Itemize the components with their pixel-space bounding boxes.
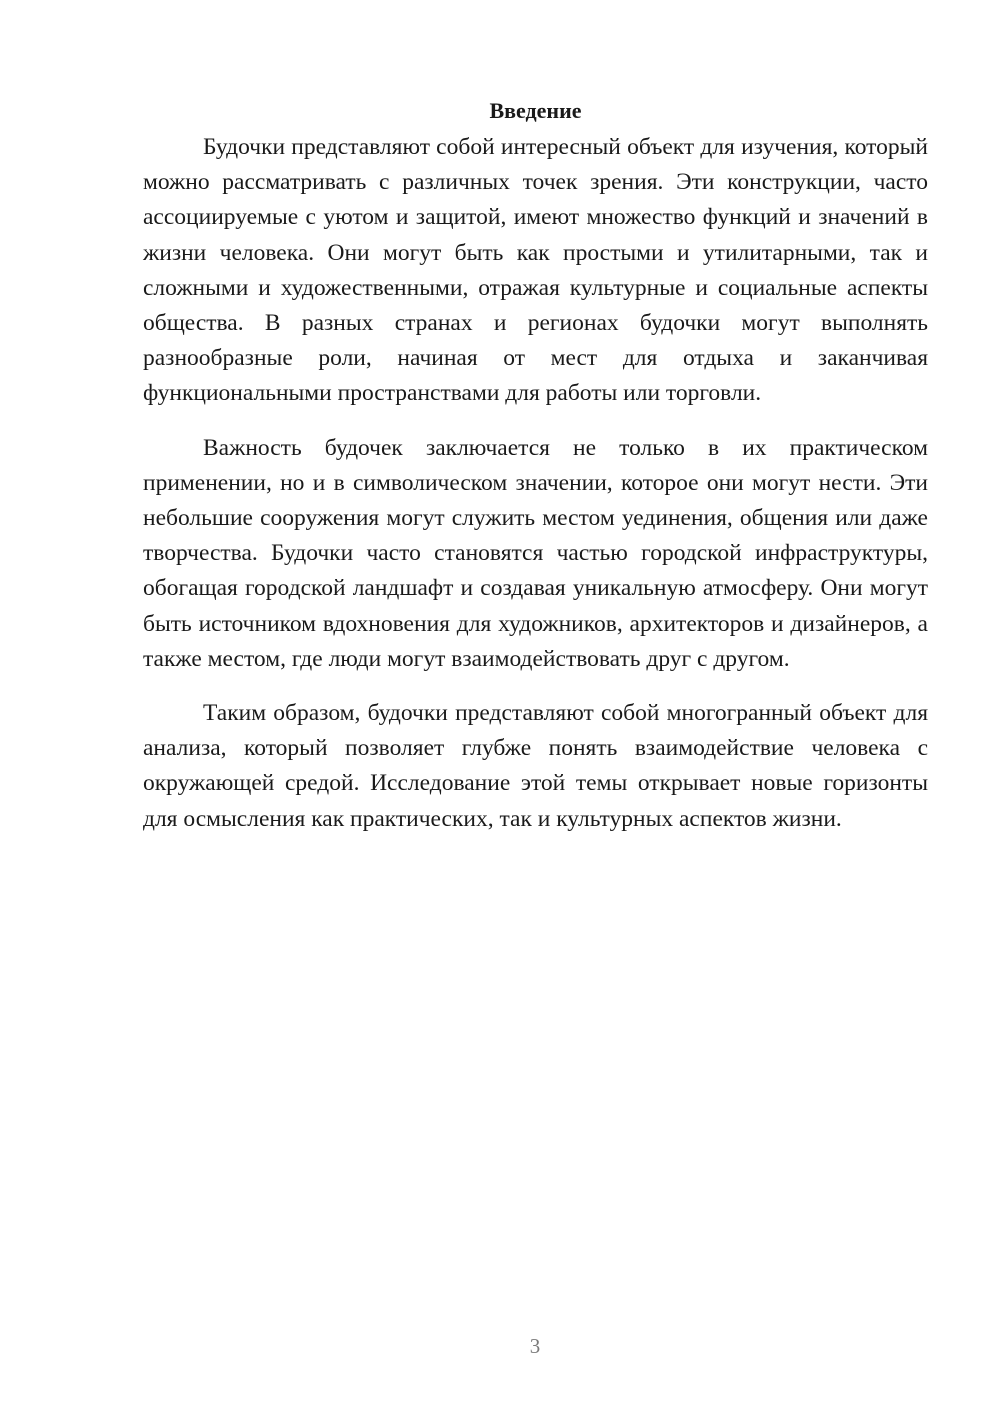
paragraph-3: Таким образом, будочки представляют собой многогранный объект для анализа, который позволяет глубже понять взаимодействие человека с окружающей средой. Исследование этой темы открывает новые горизонты для осмысления как практических, так и культурных аспектов жизни.	[143, 700, 928, 832]
paragraph-2: Важность будочек заключается не только в их практическом применении, но и в символическом значении, которое они могут нести. Эти небольшие сооружения могут служить местом уединения, общения или даже творчества. Будочки часто становятся частью городской инфраструктуры, обогащая городской ландшафт и создавая уникальную атмосферу. Они могут быть источником вдохновения для художников, архитекторов и дизайнеров, а также местом, где люди могут взаимодействовать друг с другом.	[143, 434, 928, 672]
page-number: 3	[529, 1334, 541, 1358]
paragraph-1: Будочки представляют собой интересный объект для изучения, который можно рассматривать с различных точек зрения. Эти конструкции, часто ассоциируемые с уютом и защитой, имеют множество функций и значений в жизни человека. Они могут быть как простыми и утилитарными, так и сложными и художественными, отражая культурные и социальные аспекты общества. В разных странах и регионах будочки могут выполнять разнообразные роли, начиная от мест для отдыха и заканчивая функциональными пространствами для работы или торговли.	[143, 134, 928, 407]
document-page	[143, 96, 928, 856]
section-heading: Введение	[489, 98, 582, 123]
